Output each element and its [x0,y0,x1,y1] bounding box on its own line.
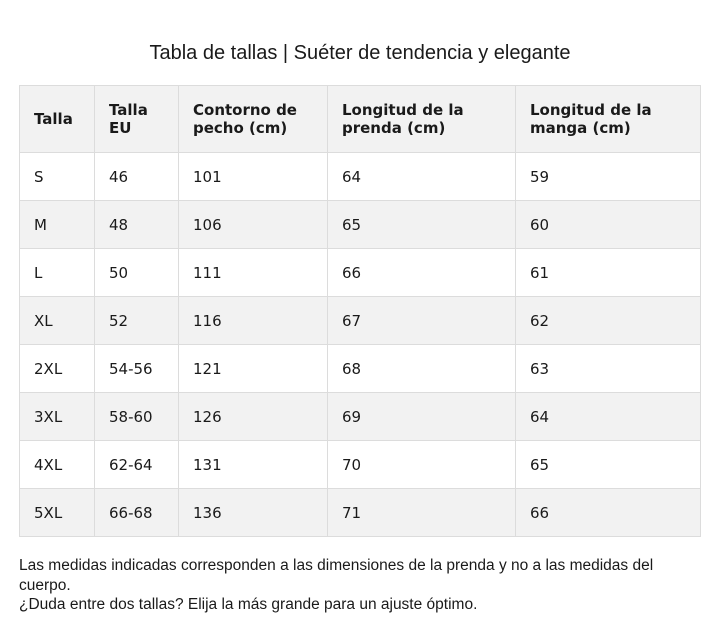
table-row [20,489,701,537]
header-size [20,86,95,153]
header-size-label: Talla [34,110,73,128]
cell-eu-size: 46 [95,153,179,201]
cell-garment-length: 65 [328,201,516,249]
header-garment-length [328,86,516,153]
cell-garment-length: 68 [328,345,516,393]
cell-sleeve-length: 59 [516,153,701,201]
cell-sleeve-length: 61 [516,249,701,297]
cell-size: 3XL [20,393,95,441]
cell-size: S [20,153,95,201]
table-row [20,153,701,201]
cell-eu-size: 50 [95,249,179,297]
cell-garment-length: 70 [328,441,516,489]
cell-eu-size: 58-60 [95,393,179,441]
header-eu-size [95,86,179,153]
cell-chest: 131 [179,441,328,489]
table-header-row [20,86,701,153]
cell-sleeve-length: 66 [516,489,701,537]
header-eu-size-line2: EU [109,119,132,137]
cell-chest: 106 [179,201,328,249]
cell-size: XL [20,297,95,345]
cell-size: M [20,201,95,249]
cell-size: L [20,249,95,297]
header-chest-line1: Contorno de [193,101,297,119]
table-row [20,345,701,393]
cell-sleeve-length: 60 [516,201,701,249]
header-chest-line2: pecho (cm) [193,119,288,137]
table-row [20,441,701,489]
header-sleeve-length-line1: Longitud de la [530,101,652,119]
cell-sleeve-length: 64 [516,393,701,441]
cell-eu-size: 66-68 [95,489,179,537]
cell-chest: 126 [179,393,328,441]
cell-size: 4XL [20,441,95,489]
cell-eu-size: 52 [95,297,179,345]
header-sleeve-length [516,86,701,153]
cell-size: 2XL [20,345,95,393]
cell-chest: 116 [179,297,328,345]
header-sleeve-length-line2: manga (cm) [530,119,631,137]
table-row [20,201,701,249]
cell-garment-length: 69 [328,393,516,441]
cell-sleeve-length: 62 [516,297,701,345]
cell-garment-length: 71 [328,489,516,537]
cell-chest: 136 [179,489,328,537]
size-notes [19,556,709,615]
table-row [20,249,701,297]
size-advice-note: ¿Duda entre dos tallas? Elija la más grande para un ajuste óptimo. [19,596,478,613]
table-row [20,393,701,441]
page-title: Tabla de tallas | Suéter de tendencia y elegante [149,42,571,64]
cell-garment-length: 64 [328,153,516,201]
cell-chest: 121 [179,345,328,393]
table-row [20,297,701,345]
header-eu-size-line1: Talla [109,101,148,119]
cell-garment-length: 67 [328,297,516,345]
cell-chest: 111 [179,249,328,297]
cell-chest: 101 [179,153,328,201]
cell-eu-size: 62-64 [95,441,179,489]
header-garment-length-line1: Longitud de la [342,101,464,119]
cell-eu-size: 48 [95,201,179,249]
header-garment-length-line2: prenda (cm) [342,119,446,137]
size-chart-table [19,85,701,537]
header-chest [179,86,328,153]
cell-sleeve-length: 65 [516,441,701,489]
measurement-note: Las medidas indicadas corresponden a las dimensiones de la prenda y no a las medidas del cuerpo. [19,557,654,594]
cell-eu-size: 54-56 [95,345,179,393]
cell-garment-length: 66 [328,249,516,297]
cell-sleeve-length: 63 [516,345,701,393]
cell-size: 5XL [20,489,95,537]
